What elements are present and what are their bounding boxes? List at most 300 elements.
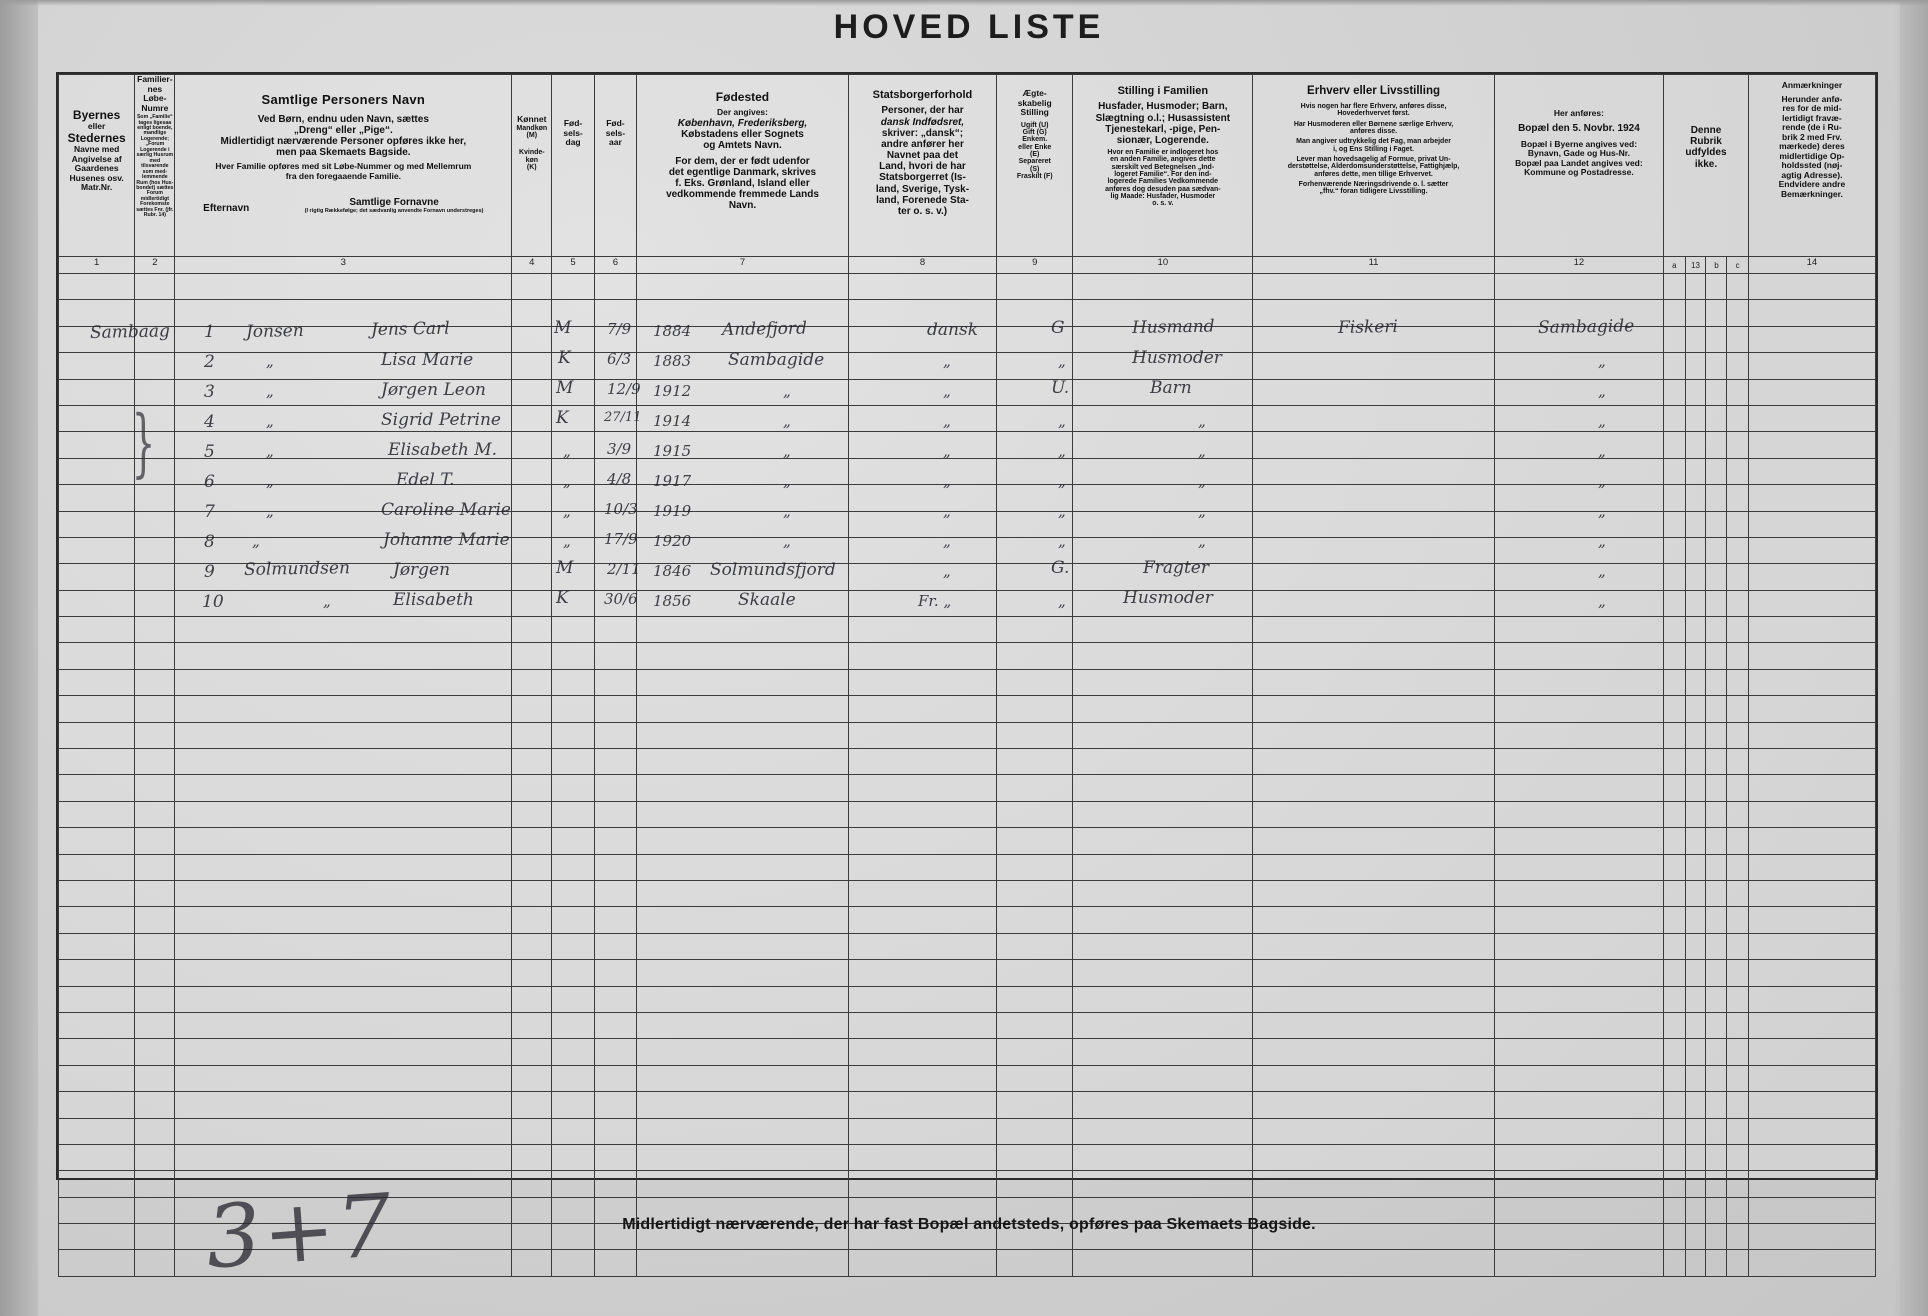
cell-bday[interactable] (552, 1065, 594, 1091)
cell-name[interactable] (175, 749, 512, 775)
cell-byear[interactable] (594, 986, 636, 1012)
cell-bday[interactable] (552, 907, 594, 933)
cell-bday[interactable] (552, 1250, 594, 1276)
cell-residence[interactable] (1494, 1092, 1663, 1118)
cell-family-position[interactable] (1073, 1039, 1253, 1065)
cell-place[interactable] (59, 274, 135, 300)
table-row[interactable] (59, 775, 1876, 801)
cell-reserved[interactable] (1664, 880, 1749, 906)
cell-residence[interactable] (1494, 775, 1663, 801)
cell-byear[interactable] (594, 907, 636, 933)
table-row[interactable] (59, 1144, 1876, 1170)
cell-bday[interactable] (552, 722, 594, 748)
cell-birthplace[interactable] (637, 1039, 849, 1065)
cell-marital[interactable] (997, 1012, 1073, 1038)
cell-remarks[interactable] (1748, 458, 1875, 484)
cell-byear[interactable] (594, 696, 636, 722)
cell-remarks[interactable] (1748, 1250, 1875, 1276)
cell-marital[interactable] (997, 854, 1073, 880)
cell-citizenship[interactable] (848, 1039, 996, 1065)
cell-residence[interactable] (1494, 880, 1663, 906)
cell-family-position[interactable] (1073, 405, 1253, 431)
cell-marital[interactable] (997, 907, 1073, 933)
cell-reserved[interactable] (1664, 564, 1749, 590)
cell-sex[interactable] (512, 274, 552, 300)
cell-sex[interactable] (512, 1118, 552, 1144)
table-row[interactable] (59, 1092, 1876, 1118)
cell-birthplace[interactable] (637, 880, 849, 906)
cell-remarks[interactable] (1748, 564, 1875, 590)
cell-byear[interactable] (594, 960, 636, 986)
cell-byear[interactable] (594, 722, 636, 748)
cell-residence[interactable] (1494, 485, 1663, 511)
cell-remarks[interactable] (1748, 617, 1875, 643)
cell-place[interactable] (59, 617, 135, 643)
cell-birthplace[interactable] (637, 775, 849, 801)
cell-place[interactable] (59, 986, 135, 1012)
cell-sex[interactable] (512, 379, 552, 405)
cell-citizenship[interactable] (848, 1118, 996, 1144)
cell-no[interactable] (135, 828, 175, 854)
cell-reserved[interactable] (1664, 300, 1749, 326)
cell-marital[interactable] (997, 1171, 1073, 1197)
cell-name[interactable] (175, 617, 512, 643)
cell-occupation[interactable] (1253, 1171, 1494, 1197)
cell-place[interactable] (59, 880, 135, 906)
cell-marital[interactable] (997, 617, 1073, 643)
cell-remarks[interactable] (1748, 960, 1875, 986)
cell-place[interactable] (59, 458, 135, 484)
cell-occupation[interactable] (1253, 379, 1494, 405)
cell-family-position[interactable] (1073, 696, 1253, 722)
cell-byear[interactable] (594, 775, 636, 801)
table-row[interactable] (59, 1065, 1876, 1091)
cell-marital[interactable] (997, 828, 1073, 854)
cell-reserved[interactable] (1664, 1144, 1749, 1170)
cell-sex[interactable] (512, 432, 552, 458)
cell-bday[interactable] (552, 511, 594, 537)
cell-place[interactable] (59, 1250, 135, 1276)
cell-reserved[interactable] (1664, 907, 1749, 933)
cell-family-position[interactable] (1073, 643, 1253, 669)
cell-remarks[interactable] (1748, 1118, 1875, 1144)
table-row[interactable] (59, 801, 1876, 827)
cell-birthplace[interactable] (637, 801, 849, 827)
cell-birthplace[interactable] (637, 986, 849, 1012)
table-row[interactable] (59, 907, 1876, 933)
cell-citizenship[interactable] (848, 1092, 996, 1118)
cell-place[interactable] (59, 828, 135, 854)
cell-reserved[interactable] (1664, 933, 1749, 959)
cell-residence[interactable] (1494, 1012, 1663, 1038)
cell-byear[interactable] (594, 1250, 636, 1276)
cell-birthplace[interactable] (637, 1171, 849, 1197)
cell-no[interactable] (135, 511, 175, 537)
cell-sex[interactable] (512, 1144, 552, 1170)
cell-residence[interactable] (1494, 353, 1663, 379)
table-row[interactable] (59, 749, 1876, 775)
cell-citizenship[interactable] (848, 405, 996, 431)
cell-citizenship[interactable] (848, 749, 996, 775)
cell-residence[interactable] (1494, 432, 1663, 458)
cell-remarks[interactable] (1748, 775, 1875, 801)
cell-marital[interactable] (997, 1039, 1073, 1065)
cell-reserved[interactable] (1664, 828, 1749, 854)
cell-occupation[interactable] (1253, 1012, 1494, 1038)
cell-bday[interactable] (552, 1171, 594, 1197)
cell-name[interactable] (175, 1039, 512, 1065)
cell-marital[interactable] (997, 775, 1073, 801)
cell-birthplace[interactable] (637, 1144, 849, 1170)
cell-no[interactable] (135, 907, 175, 933)
cell-family-position[interactable] (1073, 722, 1253, 748)
cell-remarks[interactable] (1748, 511, 1875, 537)
cell-family-position[interactable] (1073, 828, 1253, 854)
cell-place[interactable] (59, 511, 135, 537)
cell-residence[interactable] (1494, 933, 1663, 959)
cell-remarks[interactable] (1748, 326, 1875, 352)
cell-citizenship[interactable] (848, 485, 996, 511)
cell-reserved[interactable] (1664, 854, 1749, 880)
cell-byear[interactable] (594, 617, 636, 643)
cell-bday[interactable] (552, 1012, 594, 1038)
cell-sex[interactable] (512, 485, 552, 511)
cell-name[interactable] (175, 722, 512, 748)
cell-place[interactable] (59, 801, 135, 827)
cell-reserved[interactable] (1664, 1092, 1749, 1118)
cell-name[interactable] (175, 1144, 512, 1170)
cell-bday[interactable] (552, 828, 594, 854)
cell-remarks[interactable] (1748, 643, 1875, 669)
cell-occupation[interactable] (1253, 1250, 1494, 1276)
cell-name[interactable] (175, 1118, 512, 1144)
cell-marital[interactable] (997, 669, 1073, 695)
cell-sex[interactable] (512, 696, 552, 722)
cell-citizenship[interactable] (848, 1012, 996, 1038)
cell-marital[interactable] (997, 960, 1073, 986)
cell-citizenship[interactable] (848, 353, 996, 379)
cell-marital[interactable] (997, 1092, 1073, 1118)
cell-reserved[interactable] (1664, 801, 1749, 827)
table-row[interactable] (59, 933, 1876, 959)
cell-reserved[interactable] (1664, 696, 1749, 722)
cell-place[interactable] (59, 405, 135, 431)
cell-residence[interactable] (1494, 617, 1663, 643)
cell-no[interactable] (135, 775, 175, 801)
cell-family-position[interactable] (1073, 1171, 1253, 1197)
cell-family-position[interactable] (1073, 1065, 1253, 1091)
cell-bday[interactable] (552, 933, 594, 959)
cell-byear[interactable] (594, 1144, 636, 1170)
cell-remarks[interactable] (1748, 1012, 1875, 1038)
cell-remarks[interactable] (1748, 432, 1875, 458)
cell-sex[interactable] (512, 1039, 552, 1065)
cell-byear[interactable] (594, 828, 636, 854)
cell-citizenship[interactable] (848, 801, 996, 827)
cell-remarks[interactable] (1748, 722, 1875, 748)
cell-reserved[interactable] (1664, 274, 1749, 300)
cell-residence[interactable] (1494, 643, 1663, 669)
cell-sex[interactable] (512, 617, 552, 643)
cell-remarks[interactable] (1748, 300, 1875, 326)
cell-sex[interactable] (512, 590, 552, 616)
cell-no[interactable] (135, 801, 175, 827)
cell-citizenship[interactable] (848, 933, 996, 959)
cell-place[interactable] (59, 669, 135, 695)
cell-occupation[interactable] (1253, 696, 1494, 722)
cell-marital[interactable] (997, 933, 1073, 959)
cell-residence[interactable] (1494, 696, 1663, 722)
cell-marital[interactable] (997, 1144, 1073, 1170)
cell-occupation[interactable] (1253, 775, 1494, 801)
cell-marital[interactable] (997, 880, 1073, 906)
cell-name[interactable] (175, 880, 512, 906)
cell-no[interactable] (135, 1039, 175, 1065)
cell-bday[interactable] (552, 458, 594, 484)
cell-bday[interactable] (552, 432, 594, 458)
cell-reserved[interactable] (1664, 485, 1749, 511)
cell-residence[interactable] (1494, 669, 1663, 695)
cell-occupation[interactable] (1253, 511, 1494, 537)
cell-place[interactable] (59, 1012, 135, 1038)
cell-place[interactable] (59, 907, 135, 933)
cell-remarks[interactable] (1748, 907, 1875, 933)
cell-occupation[interactable] (1253, 485, 1494, 511)
cell-reserved[interactable] (1664, 1065, 1749, 1091)
cell-reserved[interactable] (1664, 537, 1749, 563)
cell-no[interactable] (135, 1118, 175, 1144)
cell-byear[interactable] (594, 854, 636, 880)
cell-name[interactable] (175, 696, 512, 722)
cell-occupation[interactable] (1253, 880, 1494, 906)
cell-residence[interactable] (1494, 379, 1663, 405)
cell-residence[interactable] (1494, 986, 1663, 1012)
cell-residence[interactable] (1494, 722, 1663, 748)
cell-byear[interactable] (594, 643, 636, 669)
cell-occupation[interactable] (1253, 590, 1494, 616)
cell-occupation[interactable] (1253, 537, 1494, 563)
cell-byear[interactable] (594, 1092, 636, 1118)
cell-remarks[interactable] (1748, 880, 1875, 906)
cell-family-position[interactable] (1073, 1250, 1253, 1276)
cell-remarks[interactable] (1748, 669, 1875, 695)
cell-name[interactable] (175, 933, 512, 959)
cell-bday[interactable] (552, 880, 594, 906)
cell-byear[interactable] (594, 880, 636, 906)
cell-no[interactable] (135, 564, 175, 590)
cell-birthplace[interactable] (637, 933, 849, 959)
table-row[interactable] (59, 960, 1876, 986)
cell-occupation[interactable] (1253, 458, 1494, 484)
cell-birthplace[interactable] (637, 696, 849, 722)
cell-citizenship[interactable] (848, 1144, 996, 1170)
cell-reserved[interactable] (1664, 960, 1749, 986)
cell-bday[interactable] (552, 1092, 594, 1118)
table-row[interactable] (59, 986, 1876, 1012)
cell-no[interactable] (135, 643, 175, 669)
cell-residence[interactable] (1494, 274, 1663, 300)
cell-bday[interactable] (552, 669, 594, 695)
cell-bday[interactable] (552, 986, 594, 1012)
cell-residence[interactable] (1494, 1039, 1663, 1065)
cell-remarks[interactable] (1748, 485, 1875, 511)
cell-birthplace[interactable] (637, 1092, 849, 1118)
cell-remarks[interactable] (1748, 828, 1875, 854)
cell-name[interactable] (175, 274, 512, 300)
cell-family-position[interactable] (1073, 1144, 1253, 1170)
cell-occupation[interactable] (1253, 432, 1494, 458)
cell-name[interactable] (175, 1065, 512, 1091)
cell-residence[interactable] (1494, 458, 1663, 484)
cell-sex[interactable] (512, 669, 552, 695)
cell-family-position[interactable] (1073, 432, 1253, 458)
cell-reserved[interactable] (1664, 775, 1749, 801)
cell-byear[interactable] (594, 669, 636, 695)
cell-reserved[interactable] (1664, 722, 1749, 748)
cell-bday[interactable] (552, 617, 594, 643)
cell-place[interactable] (59, 564, 135, 590)
cell-occupation[interactable] (1253, 1065, 1494, 1091)
cell-no[interactable] (135, 1012, 175, 1038)
cell-remarks[interactable] (1748, 405, 1875, 431)
cell-occupation[interactable] (1253, 749, 1494, 775)
cell-no[interactable] (135, 590, 175, 616)
cell-remarks[interactable] (1748, 854, 1875, 880)
cell-reserved[interactable] (1664, 1171, 1749, 1197)
cell-byear[interactable] (594, 1012, 636, 1038)
cell-occupation[interactable] (1253, 669, 1494, 695)
cell-residence[interactable] (1494, 537, 1663, 563)
cell-residence[interactable] (1494, 564, 1663, 590)
cell-bday[interactable] (552, 801, 594, 827)
cell-byear[interactable] (594, 801, 636, 827)
cell-family-position[interactable] (1073, 458, 1253, 484)
cell-birthplace[interactable] (637, 617, 849, 643)
cell-no[interactable] (135, 933, 175, 959)
cell-remarks[interactable] (1748, 933, 1875, 959)
cell-remarks[interactable] (1748, 1065, 1875, 1091)
cell-place[interactable] (59, 1118, 135, 1144)
cell-remarks[interactable] (1748, 1144, 1875, 1170)
cell-citizenship[interactable] (848, 854, 996, 880)
cell-bday[interactable] (552, 696, 594, 722)
cell-citizenship[interactable] (848, 1065, 996, 1091)
cell-place[interactable] (59, 353, 135, 379)
cell-byear[interactable] (594, 1171, 636, 1197)
cell-place[interactable] (59, 854, 135, 880)
cell-name[interactable] (175, 643, 512, 669)
cell-place[interactable] (59, 643, 135, 669)
cell-reserved[interactable] (1664, 379, 1749, 405)
cell-byear[interactable] (594, 1118, 636, 1144)
cell-citizenship[interactable] (848, 1171, 996, 1197)
cell-place[interactable] (59, 775, 135, 801)
cell-sex[interactable] (512, 458, 552, 484)
cell-occupation[interactable] (1253, 933, 1494, 959)
cell-sex[interactable] (512, 986, 552, 1012)
cell-bday[interactable] (552, 775, 594, 801)
cell-residence[interactable] (1494, 1144, 1663, 1170)
cell-sex[interactable] (512, 1012, 552, 1038)
cell-bday[interactable] (552, 1039, 594, 1065)
cell-no[interactable] (135, 1144, 175, 1170)
cell-marital[interactable] (997, 643, 1073, 669)
cell-no[interactable] (135, 485, 175, 511)
cell-family-position[interactable] (1073, 511, 1253, 537)
cell-occupation[interactable] (1253, 1144, 1494, 1170)
cell-sex[interactable] (512, 854, 552, 880)
table-row[interactable] (59, 880, 1876, 906)
cell-reserved[interactable] (1664, 617, 1749, 643)
cell-family-position[interactable] (1073, 669, 1253, 695)
cell-family-position[interactable] (1073, 854, 1253, 880)
cell-sex[interactable] (512, 828, 552, 854)
cell-citizenship[interactable] (848, 274, 996, 300)
cell-reserved[interactable] (1664, 643, 1749, 669)
cell-sex[interactable] (512, 880, 552, 906)
cell-no[interactable] (135, 696, 175, 722)
cell-family-position[interactable] (1073, 1092, 1253, 1118)
cell-remarks[interactable] (1748, 1039, 1875, 1065)
cell-reserved[interactable] (1664, 669, 1749, 695)
cell-place[interactable] (59, 696, 135, 722)
cell-name[interactable] (175, 960, 512, 986)
cell-birthplace[interactable] (637, 854, 849, 880)
cell-remarks[interactable] (1748, 696, 1875, 722)
cell-name[interactable] (175, 907, 512, 933)
cell-citizenship[interactable] (848, 1250, 996, 1276)
cell-place[interactable] (59, 960, 135, 986)
cell-sex[interactable] (512, 907, 552, 933)
cell-sex[interactable] (512, 511, 552, 537)
cell-occupation[interactable] (1253, 564, 1494, 590)
table-row[interactable] (59, 854, 1876, 880)
cell-occupation[interactable] (1253, 854, 1494, 880)
cell-name[interactable] (175, 854, 512, 880)
cell-byear[interactable] (594, 1039, 636, 1065)
cell-citizenship[interactable] (848, 986, 996, 1012)
cell-birthplace[interactable] (637, 669, 849, 695)
cell-birthplace[interactable] (637, 1065, 849, 1091)
cell-family-position[interactable] (1073, 986, 1253, 1012)
cell-remarks[interactable] (1748, 537, 1875, 563)
cell-byear[interactable] (594, 749, 636, 775)
cell-residence[interactable] (1494, 960, 1663, 986)
cell-residence[interactable] (1494, 749, 1663, 775)
table-row[interactable] (59, 669, 1876, 695)
cell-bday[interactable] (552, 485, 594, 511)
cell-birthplace[interactable] (637, 1012, 849, 1038)
cell-occupation[interactable] (1253, 617, 1494, 643)
cell-name[interactable] (175, 300, 512, 326)
cell-no[interactable] (135, 1092, 175, 1118)
cell-occupation[interactable] (1253, 801, 1494, 827)
cell-no[interactable] (135, 960, 175, 986)
cell-occupation[interactable] (1253, 353, 1494, 379)
cell-residence[interactable] (1494, 1065, 1663, 1091)
table-row[interactable] (59, 722, 1876, 748)
cell-reserved[interactable] (1664, 353, 1749, 379)
cell-no[interactable] (135, 749, 175, 775)
cell-family-position[interactable] (1073, 617, 1253, 643)
cell-place[interactable] (59, 933, 135, 959)
cell-name[interactable] (175, 801, 512, 827)
cell-no[interactable] (135, 274, 175, 300)
cell-birthplace[interactable] (637, 643, 849, 669)
cell-place[interactable] (59, 1092, 135, 1118)
cell-sex[interactable] (512, 749, 552, 775)
table-row[interactable] (59, 696, 1876, 722)
